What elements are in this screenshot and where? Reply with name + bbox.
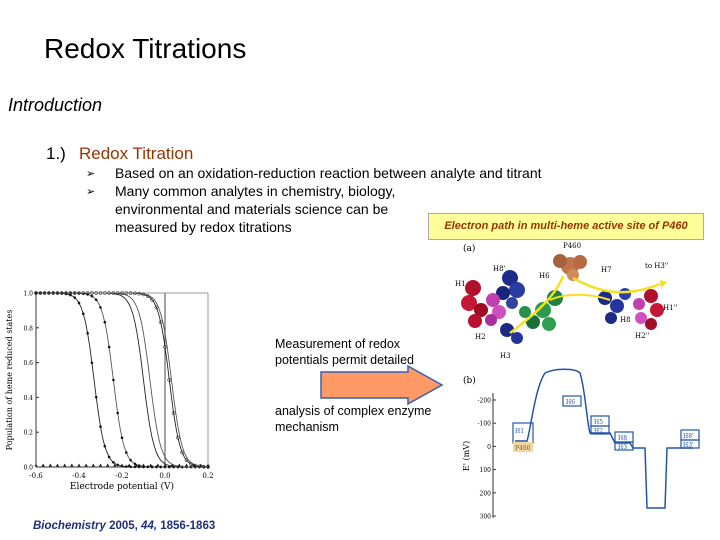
series-line xyxy=(36,293,208,467)
baseline-marker xyxy=(92,464,95,467)
annotation-analysis: analysis of complex enzyme mechanism xyxy=(275,404,432,434)
electron-path-arrow xyxy=(573,278,660,292)
label-h2: H2 xyxy=(475,333,486,341)
x-tick-label: 0.2 xyxy=(202,472,214,480)
label-h1: H1 xyxy=(455,280,466,288)
baseline-marker xyxy=(142,464,145,467)
item-heading: Redox Titration xyxy=(79,144,194,163)
baseline-marker xyxy=(70,464,73,467)
label-e-h6: H6 xyxy=(566,399,576,406)
baseline-marker xyxy=(106,464,109,467)
citation-journal: Biochemistry xyxy=(33,520,106,532)
label-h7: H7 xyxy=(601,266,612,274)
heme-cluster-h2doubleprime xyxy=(633,298,647,324)
series-point xyxy=(99,306,101,308)
citation-year: 2005, xyxy=(109,520,138,532)
label-p460: P460 xyxy=(563,242,582,250)
series-point xyxy=(99,426,101,428)
series-point xyxy=(160,466,162,468)
bullet-arrow-icon: ➢ xyxy=(86,186,96,198)
series-point xyxy=(168,466,170,468)
label-h8prime: H8' xyxy=(493,265,506,273)
heme-cluster-h6 xyxy=(519,290,563,331)
x-tick-label: -0.6 xyxy=(29,472,43,480)
label-e-h1: H1 xyxy=(515,428,525,435)
series-point xyxy=(87,332,89,334)
baseline-marker xyxy=(99,464,102,467)
label-e-h5: H5 xyxy=(594,419,604,426)
slide-title: Redox Titrations xyxy=(44,33,247,64)
label-h1doubleprime: H1'' xyxy=(663,304,678,312)
baseline-marker xyxy=(156,464,159,467)
bullet-text-2: Many common analytes in chemistry, biology, environmental and materials science can be measured by redox titrations xyxy=(115,183,396,235)
baseline-marker xyxy=(56,464,59,467)
series-point xyxy=(104,321,106,323)
annotation-measurement: Measurement of redox potentials permit detailed xyxy=(275,337,414,367)
series-point xyxy=(130,459,132,461)
energy-y-tick-label: 200 xyxy=(479,490,491,498)
series-line xyxy=(36,293,208,467)
y-tick-label: 0.2 xyxy=(23,429,33,437)
panel-a-label: (a) xyxy=(463,244,476,254)
y-tick-label: 0.8 xyxy=(23,325,33,333)
electron-energy-path xyxy=(515,369,693,508)
baseline-marker xyxy=(49,464,52,467)
series-point xyxy=(108,456,110,458)
baseline-marker xyxy=(178,464,181,467)
label-e-p460: P460 xyxy=(515,445,531,452)
y-tick-label: 0.0 xyxy=(23,464,33,472)
energy-y-label: E' (mV) xyxy=(462,440,471,472)
series-point xyxy=(95,396,97,398)
titration-chart xyxy=(0,285,214,517)
label-to-h3: to H3'' xyxy=(645,262,669,270)
y-tick-label: 0.4 xyxy=(23,394,33,402)
bullet-text-1: Based on an oxidation-reduction reaction between analyte and titrant xyxy=(115,165,542,181)
baseline-marker xyxy=(85,464,88,467)
x-tick-label: -0.4 xyxy=(72,472,86,480)
baseline-marker xyxy=(42,464,45,467)
item-number: 1.) xyxy=(46,144,66,163)
energy-y-tick-label: -100 xyxy=(477,420,491,428)
x-axis-label: Electrode potential (V) xyxy=(69,482,175,492)
y-tick-label: 0.6 xyxy=(23,360,33,368)
label-h6: H6 xyxy=(539,272,550,280)
series-line xyxy=(36,293,208,467)
panel-b-label: (b) xyxy=(463,376,476,386)
y-axis-label: Population of heme reduced states xyxy=(5,309,14,451)
series-line xyxy=(36,293,208,467)
baseline-marker xyxy=(63,464,66,467)
series-line xyxy=(36,293,208,467)
y-tick-label: 1.0 xyxy=(23,290,33,298)
series-point xyxy=(117,412,119,414)
series-point xyxy=(91,362,93,364)
x-tick-label: 0.0 xyxy=(159,472,171,480)
series-point xyxy=(147,466,149,468)
label-e-h8prime: H8' xyxy=(683,433,694,440)
electron-path-callout: Electron path in multi-heme active site of P460 xyxy=(428,213,704,240)
series-point xyxy=(138,464,140,466)
series-point xyxy=(91,295,93,297)
label-e-h8: H8 xyxy=(618,435,628,442)
citation xyxy=(33,520,215,532)
series-point xyxy=(112,461,114,463)
energy-y-tick-label: 0 xyxy=(487,443,491,451)
series-point xyxy=(117,464,119,466)
series-point xyxy=(95,299,97,301)
series-point xyxy=(134,463,136,465)
label-e-h3: H3 xyxy=(618,444,628,451)
series-point xyxy=(125,451,127,453)
label-e-h3prime: H3' xyxy=(683,442,694,449)
citation-pages: 1856-1863 xyxy=(160,520,216,532)
series-point xyxy=(74,297,76,299)
citation-volume: 44, xyxy=(141,520,158,532)
label-h8: H8 xyxy=(620,316,631,324)
right-arrow-icon xyxy=(320,365,445,405)
x-tick-label: -0.2 xyxy=(115,472,129,480)
series-point xyxy=(121,437,123,439)
heme-cluster-h1doubleprime xyxy=(644,289,664,330)
bullet-arrow-icon: ➢ xyxy=(86,168,96,180)
redox-energy-diagram xyxy=(455,368,705,538)
energy-y-tick-label: -200 xyxy=(477,397,491,405)
series-point xyxy=(82,313,84,315)
heme-cluster-h8prime xyxy=(496,270,525,309)
label-e-h2: H2 xyxy=(594,428,604,435)
series-point xyxy=(78,302,80,304)
series-point xyxy=(108,346,110,348)
baseline-marker xyxy=(185,464,188,467)
series-line xyxy=(36,293,208,467)
baseline-marker xyxy=(128,464,131,467)
energy-y-tick-label: 100 xyxy=(479,467,491,475)
label-h3: H3 xyxy=(500,352,511,360)
series-point xyxy=(125,465,127,467)
energy-y-tick-label: 300 xyxy=(479,513,491,521)
heme-cluster-p460 xyxy=(553,254,587,281)
heme-structure-figure xyxy=(455,238,705,363)
series-point xyxy=(104,445,106,447)
label-h2doubleprime: H2'' xyxy=(635,332,650,340)
series-point xyxy=(112,379,114,381)
baseline-marker xyxy=(149,464,152,467)
section-heading: Introduction xyxy=(8,95,103,115)
